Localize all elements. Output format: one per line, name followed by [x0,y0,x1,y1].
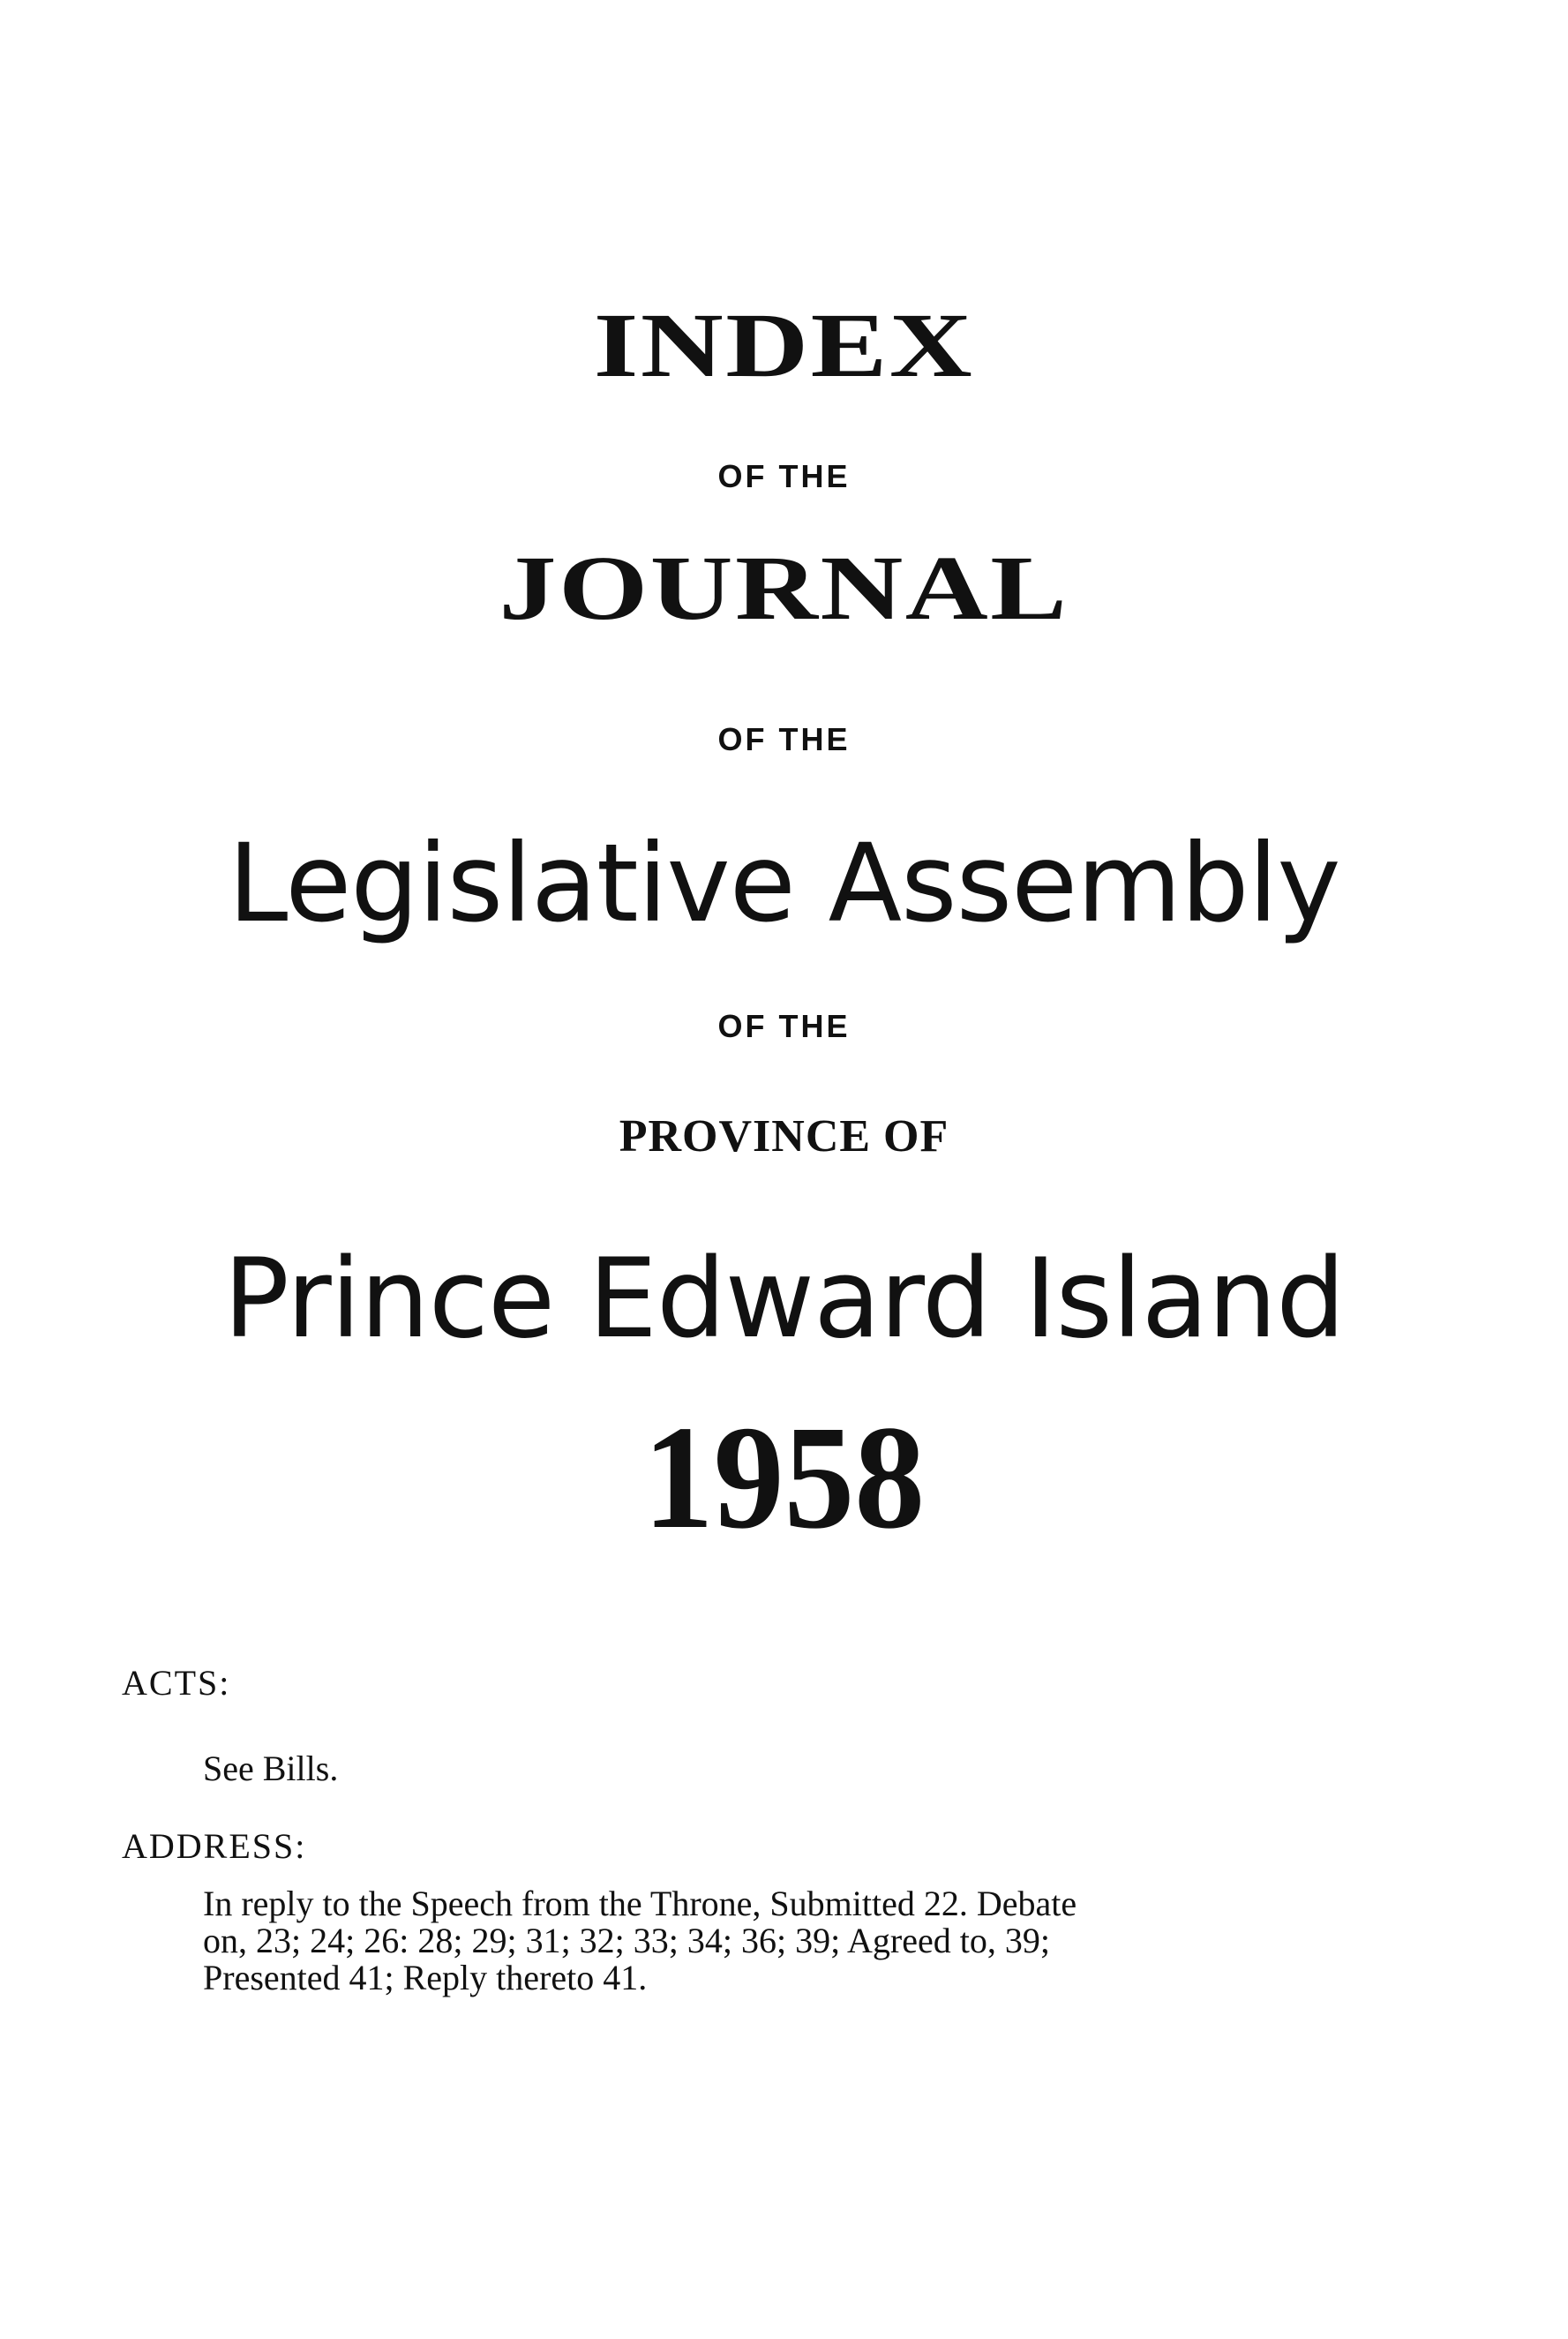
title-journal: JOURNAL [499,538,1069,639]
of-the-label: OF THE [717,721,851,757]
title-legislative-assembly: Legislative Assembly [228,821,1340,946]
entry-text-line: In reply to the Speech from the Throne, Submitted 22. Debate [203,1884,1077,1923]
entry-text-line: Presented 41; Reply thereto 41. [203,1958,648,1997]
title-index: INDEX [593,295,975,396]
entry-text-acts: See Bills. [203,1749,339,1788]
title-prince-edward-island: Prince Edward Island [223,1236,1345,1363]
of-the-label: OF THE [717,1008,851,1044]
entry-heading-acts: ACTS: [122,1663,231,1703]
entry-text-address [203,1885,1077,1997]
entry-heading-address: ADDRESS: [122,1826,307,1866]
title-year: 1958 [642,1395,926,1560]
title-province-of: PROVINCE OF [619,1111,949,1162]
of-the-label: OF THE [717,458,851,494]
entry-text-line: on, 23; 24; 26: 28; 29; 31; 32; 33; 34; 36; 39; Agreed to, 39; [203,1921,1050,1960]
